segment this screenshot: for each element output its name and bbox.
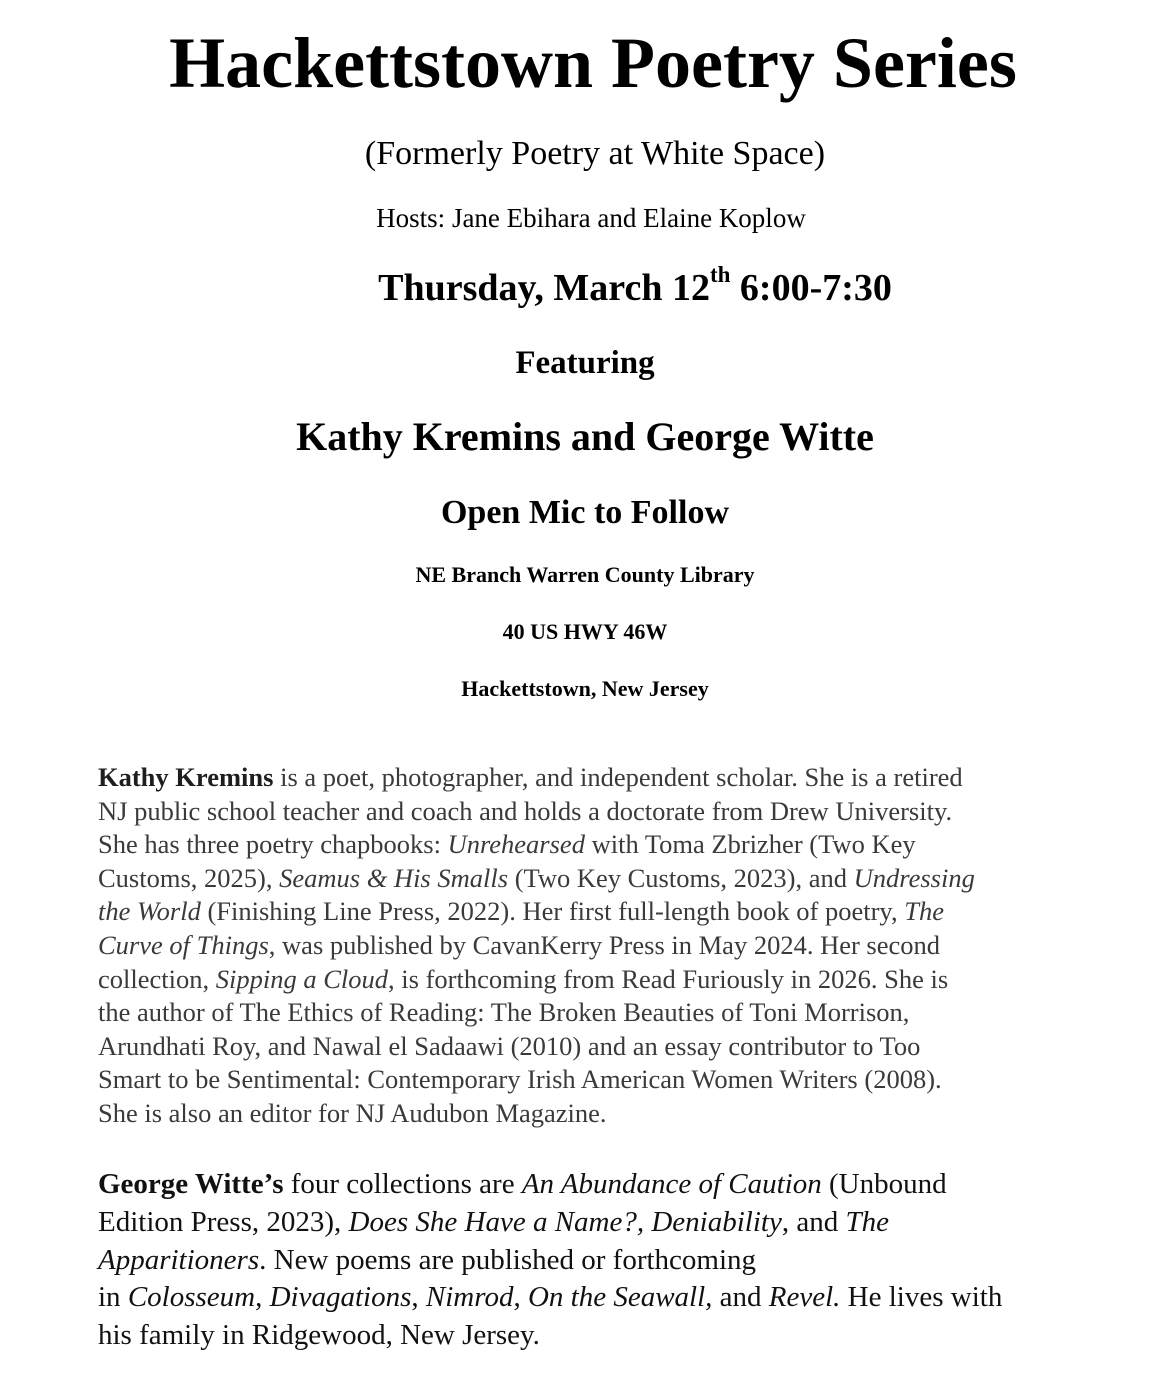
bio-text: and [712, 1281, 769, 1314]
bio-line [98, 1242, 1098, 1280]
venue-name: NE Branch Warren County Library [415, 562, 755, 587]
book-title: Colosseum [127, 1281, 256, 1314]
subtitle: (Formerly Poetry at White Space) [364, 135, 826, 172]
venue-city: Hackettstown, New Jersey [461, 676, 709, 701]
bio-text: his family in Ridgewood, New Jersey. [98, 1319, 540, 1352]
book-title: Does She Have a Name?, Deniability [348, 1205, 782, 1238]
bio-line [98, 996, 1098, 1030]
bio-text: He lives with [840, 1281, 1003, 1314]
book-title: Apparitioners [98, 1243, 260, 1276]
bio-text: collection, [98, 963, 216, 994]
bio-line [98, 1204, 1098, 1242]
bio-text: Edition Press, 2023), [98, 1205, 349, 1238]
bio-text: , was published by CavanKerry Press in May 2024. Her second [268, 929, 941, 960]
bio-text: with Toma Zbrizher (Two Key [584, 829, 916, 860]
poet-name: George Witte’s [98, 1168, 284, 1200]
event-date-time [52, 264, 1166, 312]
book-title: Divagations [269, 1281, 412, 1314]
book-title: Seamus & His Smalls [279, 862, 509, 893]
page-title: Hackettstown Poetry Series [169, 23, 1017, 103]
bio-line [98, 761, 1098, 795]
bio-text: She is also an editor for NJ Audubon Magazine. [98, 1097, 607, 1128]
bio-text: NJ public school teacher and coach and holds a doctorate from Drew University. [98, 795, 953, 826]
bio-text: (Unbound [821, 1168, 947, 1200]
book-title: Nimrod [425, 1281, 514, 1314]
bio-text: , [411, 1281, 426, 1314]
bio-line [98, 963, 1098, 997]
bio-text: (Finishing Line Press, 2022). Her first full-length book of poetry, [200, 896, 905, 927]
date-ordinal-suffix: th [709, 262, 731, 288]
book-title: Curve of Things [98, 929, 269, 960]
poet-name: Kathy Kremins [98, 762, 274, 792]
bio-line [98, 1166, 1098, 1204]
open-mic-note: Open Mic to Follow [440, 494, 730, 531]
bio-line [98, 828, 1098, 862]
bio-text: (Two Key Customs, 2023), and [508, 862, 854, 893]
bio-text: in [98, 1281, 128, 1314]
bio-line [98, 895, 1098, 929]
bio-line [98, 1063, 1098, 1097]
bio-text: , is forthcoming from Read Furiously in 2026. She is [388, 963, 949, 994]
bio-text: Smart to be Sentimental: Contemporary Irish American Women Writers (2008). [98, 1064, 942, 1095]
bio-text: Arundhati Roy, and Nawal el Sadaawi (2010) and an essay contributor to Too [98, 1030, 921, 1061]
book-title: The [904, 896, 944, 927]
bio-line [98, 1097, 1098, 1131]
featuring-heading: Featuring [515, 345, 655, 381]
book-title: Unrehearsed [447, 829, 585, 860]
featured-poets: Kathy Kremins and George Witte [296, 414, 874, 459]
book-title: An Abundance of Caution [521, 1168, 822, 1200]
bio-line [98, 862, 1098, 896]
book-title: Revel. [768, 1281, 841, 1314]
bio-text: the author of The Ethics of Reading: The Broken Beauties of Toni Morrison, [98, 997, 910, 1028]
bio-line [98, 1279, 1098, 1317]
bio-george-witte [98, 1166, 1098, 1355]
book-title: the World [98, 896, 201, 927]
bio-text: , [255, 1281, 270, 1314]
bio-kathy-kremins [98, 761, 1098, 1131]
bio-line [98, 795, 1098, 829]
bio-text: is a poet, photographer, and independent scholar. She is a retired [273, 762, 963, 792]
bio-line [98, 1317, 1098, 1355]
bio-text: , [513, 1281, 528, 1314]
book-title: Undressing [853, 862, 975, 893]
bio-line [98, 1030, 1098, 1064]
bio-text: She has three poetry chapbooks: [98, 829, 448, 860]
event-time: 6:00-7:30 [730, 267, 892, 309]
book-title: Sipping a Cloud [215, 963, 389, 994]
event-date: Thursday, March 12 [378, 267, 710, 309]
bio-text: , and [781, 1205, 846, 1238]
venue-address: 40 US HWY 46W [502, 619, 668, 644]
book-title: On the Seawall, [527, 1281, 713, 1314]
hosts-line: Hosts: Jane Ebihara and Elaine Koplow [376, 203, 806, 233]
bio-text: Customs, 2025), [98, 862, 280, 893]
bio-text: four collections are [283, 1168, 522, 1200]
book-title: The [845, 1205, 889, 1238]
bio-line [98, 929, 1098, 963]
bio-text: . New poems are published or forthcoming [259, 1243, 757, 1276]
